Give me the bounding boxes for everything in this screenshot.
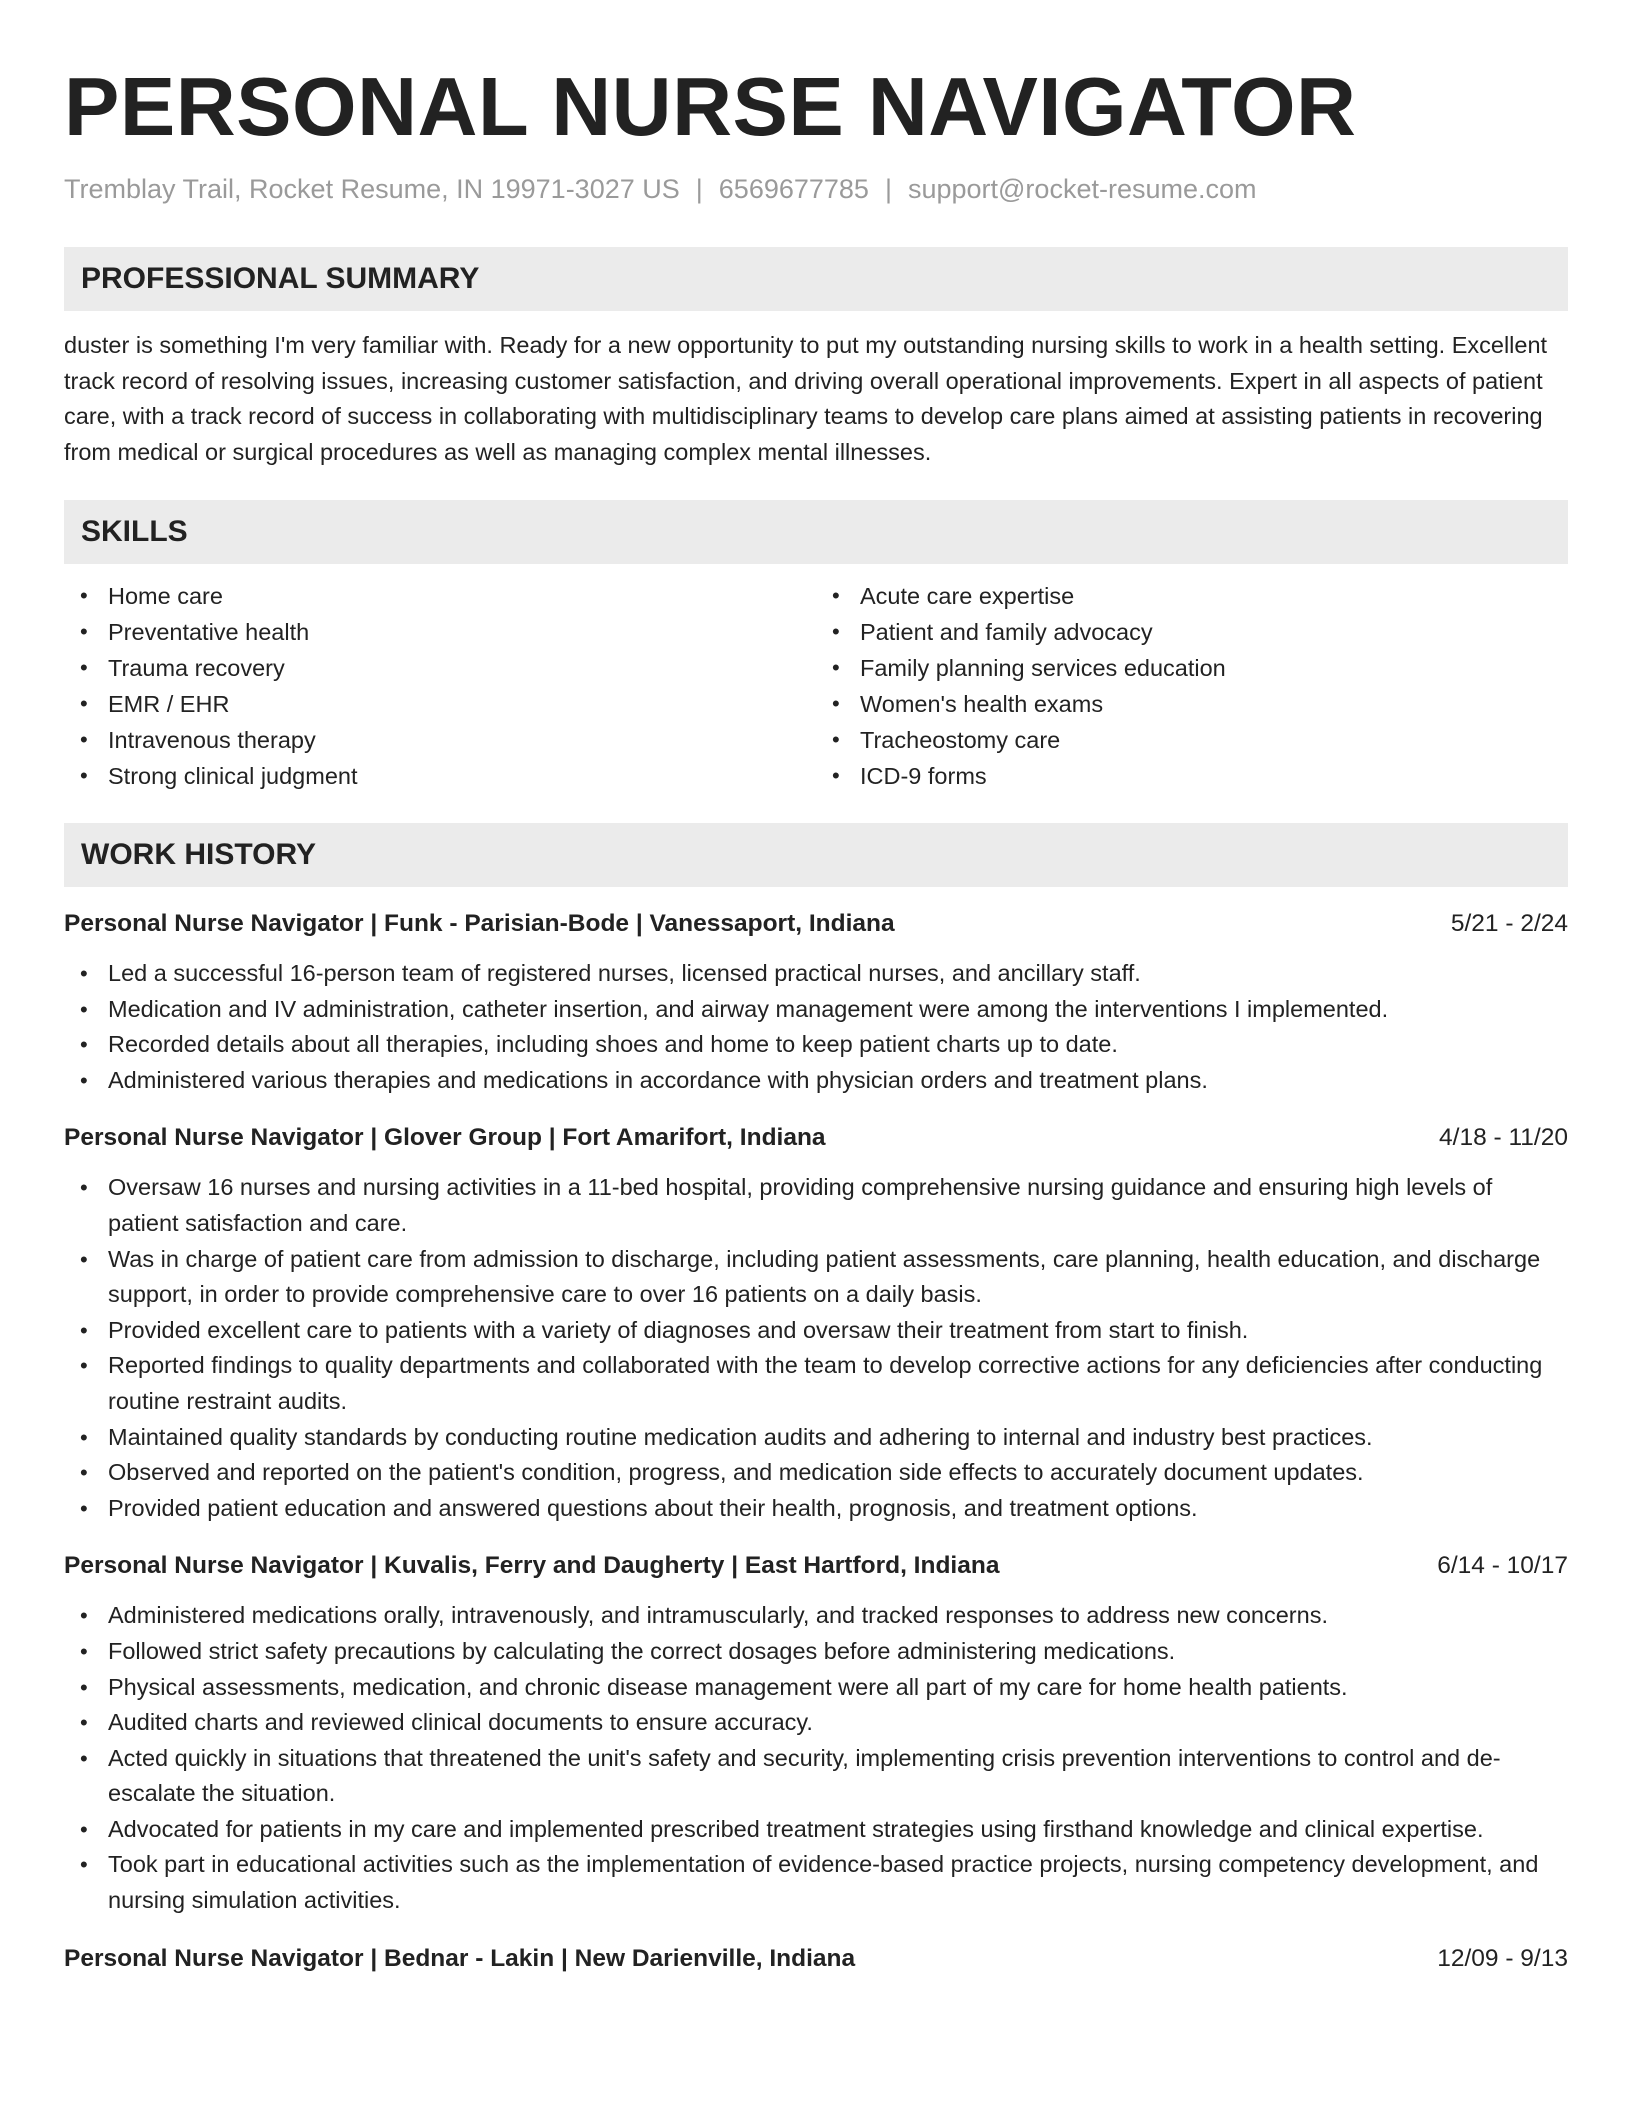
job-bullet-text: Provided excellent care to patients with a variety of diagnoses and oversaw their treatment from start to finish.	[108, 1316, 1249, 1343]
skills-list	[64, 578, 1568, 794]
skills-column-right	[816, 578, 1568, 794]
bullet-icon: •	[80, 1460, 88, 1486]
bullet-icon: •	[80, 1674, 88, 1700]
bullet-icon: •	[832, 691, 840, 716]
skill-label: ICD-9 forms	[860, 763, 987, 789]
job-bullets	[64, 1598, 1568, 1918]
job-bullet	[64, 1027, 1568, 1063]
job-bullet-text: Physical assessments, medication, and chronic disease management were all part of my care for home health patients.	[108, 1673, 1348, 1700]
section-header-work-history: WORK HISTORY	[64, 823, 1568, 887]
job-bullet-text: Advocated for patients in my care and implemented prescribed treatment strategies using firsthand knowledge and clinical expertise.	[108, 1815, 1484, 1842]
summary-text: duster is something I'm very familiar with. Ready for a new opportunity to put my outstanding nursing skills to work in a health setting. Excellent track record of resolving issues, increasing customer satisfaction, and driving overall operational improvements. Expert in all aspects of patient care, with a track record of success in collaborating with multidisciplinary teams to develop care plans aimed at assisting patients in recovering from medical or surgical procedures as well as managing complex mental illnesses.	[64, 332, 1548, 465]
bullet-icon: •	[80, 1816, 88, 1842]
job-bullet-text: Reported findings to quality departments and collaborated with the team to develop corrective actions for any deficiencies after conducting routine restraint audits.	[108, 1352, 1543, 1414]
job-dates: 12/09 - 9/13	[1437, 1944, 1568, 1972]
job-bullet-text: Followed strict safety precautions by calculating the correct dosages before administering medications.	[108, 1637, 1176, 1664]
job-dates: 6/14 - 10/17	[1437, 1552, 1568, 1580]
contact-phone: 6569677785	[718, 174, 869, 204]
job-bullet	[64, 1598, 1568, 1634]
job-title: Personal Nurse Navigator | Bednar - Lakin | New Darienville, Indiana	[64, 1944, 856, 1972]
job-bullet	[64, 1170, 1568, 1241]
job-bullet	[64, 1670, 1568, 1706]
job-bullets	[64, 1170, 1568, 1526]
skill-label: Family planning services education	[860, 655, 1226, 681]
bullet-icon: •	[80, 1745, 88, 1771]
job-bullet	[64, 1242, 1568, 1313]
bullet-icon: •	[80, 1603, 88, 1629]
bullet-icon: •	[80, 619, 88, 644]
skill-item	[816, 578, 1568, 614]
bullet-icon: •	[80, 996, 88, 1022]
job-bullet	[64, 1455, 1568, 1491]
bullet-icon: •	[80, 1495, 88, 1521]
job-bullet-text: Medication and IV administration, catheter insertion, and airway management were among the interventions I implemented.	[108, 995, 1389, 1022]
job-heading	[64, 906, 1568, 942]
bullet-icon: •	[80, 1852, 88, 1878]
bullet-icon: •	[80, 1710, 88, 1736]
job-bullet	[64, 1313, 1568, 1349]
job-bullet-text: Recorded details about all therapies, including shoes and home to keep patient charts up to date.	[108, 1031, 1118, 1058]
skill-label: Home care	[108, 583, 223, 609]
job-bullet-text: Observed and reported on the patient's condition, progress, and medication side effects to accurately document updates.	[108, 1459, 1364, 1486]
bullet-icon: •	[832, 727, 840, 752]
skill-label: Tracheostomy care	[860, 727, 1061, 753]
skill-item	[64, 722, 816, 758]
job-bullets	[64, 956, 1568, 1098]
job-bullet-text: Oversaw 16 nurses and nursing activities in a 11-bed hospital, providing comprehensive nursing guidance and ensuring high levels of patient satisfaction and care.	[108, 1174, 1493, 1236]
bullet-icon: •	[80, 1032, 88, 1058]
job-bullet	[64, 1063, 1568, 1099]
bullet-icon: •	[80, 763, 88, 788]
skill-item	[816, 614, 1568, 650]
skills-column-left	[64, 578, 816, 794]
bullet-icon: •	[832, 655, 840, 680]
bullet-icon: •	[80, 1353, 88, 1379]
skill-item	[64, 614, 816, 650]
bullet-icon: •	[832, 619, 840, 644]
bullet-icon: •	[80, 1317, 88, 1343]
job-heading	[64, 1941, 1568, 1977]
bullet-icon: •	[832, 763, 840, 788]
job-bullet-text: Acted quickly in situations that threatened the unit's safety and security, implementing crisis prevention interventions to control and de-escalate the situation.	[108, 1744, 1501, 1807]
skill-item	[64, 686, 816, 722]
contact-address: Tremblay Trail, Rocket Resume, IN 19971-3027 US	[64, 174, 680, 204]
job-bullet-text: Administered various therapies and medications in accordance with physician orders and treatment plans.	[108, 1066, 1208, 1093]
skill-label: Intravenous therapy	[108, 727, 316, 753]
job-entry	[64, 1941, 1568, 1977]
job-bullet	[64, 1420, 1568, 1456]
bullet-icon: •	[80, 1067, 88, 1093]
job-bullet	[64, 1705, 1568, 1741]
bullet-icon: •	[80, 727, 88, 752]
job-dates: 5/21 - 2/24	[1450, 910, 1568, 937]
bullet-icon: •	[80, 691, 88, 716]
skill-item	[816, 722, 1568, 758]
resume-name: PERSONAL NURSE NAVIGATOR	[64, 60, 1357, 153]
job-title: Personal Nurse Navigator | Funk - Parisian-Bode | Vanessaport, Indiana	[64, 910, 895, 937]
bullet-icon: •	[80, 583, 88, 608]
skill-item	[64, 650, 816, 686]
bullet-icon: •	[80, 1638, 88, 1664]
job-bullet-text: Audited charts and reviewed clinical documents to ensure accuracy.	[108, 1709, 813, 1736]
section-header-summary: PROFESSIONAL SUMMARY	[64, 247, 1568, 311]
skill-label: EMR / EHR	[108, 691, 230, 717]
skill-item	[64, 578, 816, 614]
contact-line	[64, 172, 1568, 206]
skill-label: Women's health exams	[860, 691, 1104, 717]
job-heading	[64, 1548, 1568, 1584]
job-bullet-text: Took part in educational activities such as the implementation of evidence-based practice projects, nursing competency development, and nursing simulation activities.	[108, 1851, 1539, 1914]
job-dates: 4/18 - 11/20	[1439, 1124, 1568, 1152]
skill-item	[64, 758, 816, 794]
bullet-icon: •	[80, 961, 88, 986]
job-bullet	[64, 1348, 1568, 1419]
job-entry	[64, 906, 1568, 1098]
job-entry	[64, 1120, 1568, 1526]
job-heading	[64, 1120, 1568, 1156]
job-entry	[64, 1548, 1568, 1918]
job-title: Personal Nurse Navigator | Kuvalis, Ferry and Daugherty | East Hartford, Indiana	[64, 1552, 1000, 1580]
contact-separator: |	[695, 174, 703, 204]
skill-item	[816, 758, 1568, 794]
job-bullet-text: Was in charge of patient care from admission to discharge, including patient assessments, care planning, health education, and discharge support, in order to provide comprehensive care to over 16 patients on a daily basis.	[108, 1245, 1541, 1308]
contact-email: support@rocket-resume.com	[907, 174, 1257, 204]
bullet-icon: •	[80, 1246, 88, 1272]
job-bullet-text: Maintained quality standards by conducting routine medication audits and adhering to internal and industry best practices.	[108, 1423, 1373, 1450]
skill-label: Strong clinical judgment	[108, 763, 358, 789]
bullet-icon: •	[80, 1424, 88, 1450]
skill-label: Acute care expertise	[860, 583, 1075, 609]
section-header-skills: SKILLS	[64, 500, 1568, 564]
bullet-icon: •	[80, 655, 88, 680]
skill-item	[816, 650, 1568, 686]
skill-item	[816, 686, 1568, 722]
skill-label: Trauma recovery	[108, 655, 285, 681]
job-bullet	[64, 1634, 1568, 1670]
skill-label: Patient and family advocacy	[860, 619, 1153, 645]
job-bullet-text: Provided patient education and answered questions about their health, prognosis, and treatment options.	[108, 1494, 1198, 1521]
job-title: Personal Nurse Navigator | Glover Group | Fort Amarifort, Indiana	[64, 1124, 826, 1152]
job-bullet-text: Administered medications orally, intravenously, and intramuscularly, and tracked responses to address new concerns.	[108, 1602, 1328, 1629]
job-bullet	[64, 956, 1568, 992]
job-bullet	[64, 1491, 1568, 1527]
skill-label: Preventative health	[108, 619, 310, 645]
bullet-icon: •	[80, 1175, 88, 1201]
job-bullet	[64, 1741, 1568, 1812]
contact-separator: |	[884, 174, 892, 204]
bullet-icon: •	[832, 583, 840, 608]
job-bullet-text: Led a successful 16-person team of registered nurses, licensed practical nurses, and ancillary staff.	[108, 960, 1141, 986]
job-bullet	[64, 1812, 1568, 1848]
job-bullet	[64, 992, 1568, 1028]
job-bullet	[64, 1847, 1568, 1918]
